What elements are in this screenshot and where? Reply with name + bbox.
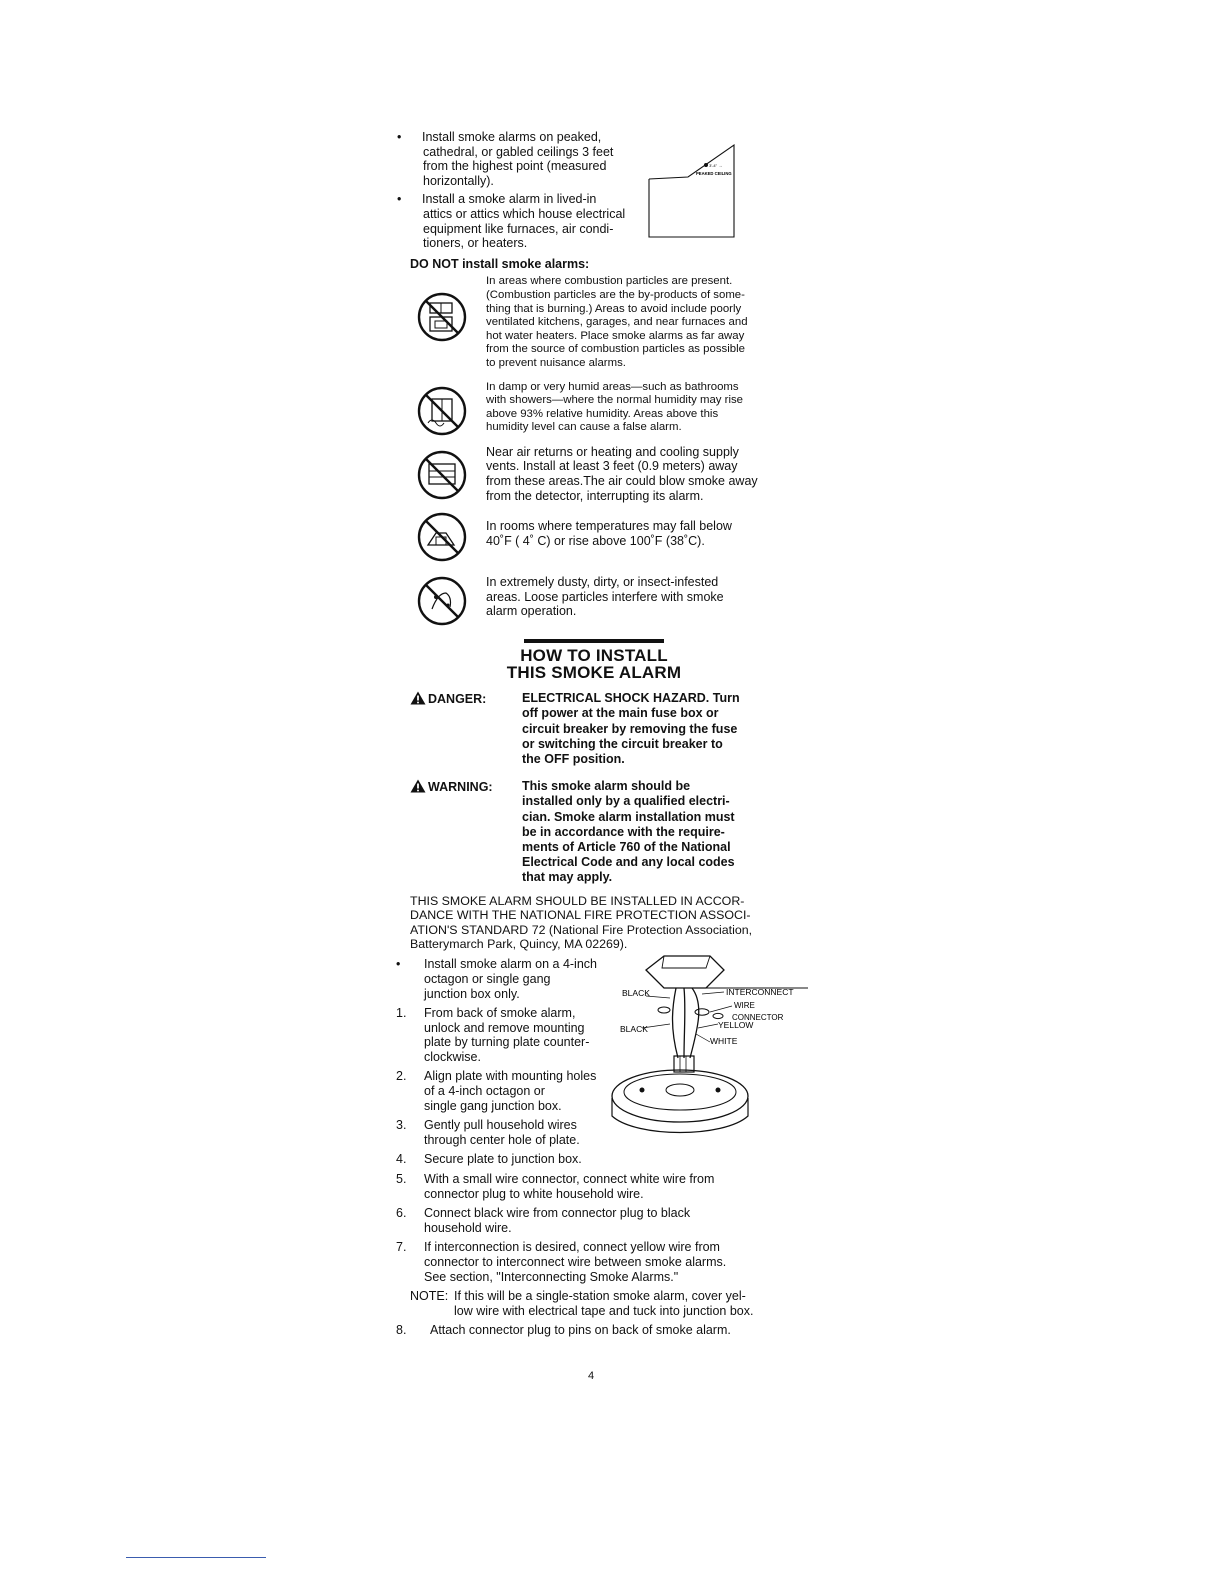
danger-notice: DANGER: ELECTRICAL SHOCK HAZARD. Turn off power at the main fuse box or circuit breaker by removing the fuse or switching the circuit breaker to the OFF position.	[410, 691, 778, 767]
step-5: 5. With a small wire connector, connect white wire from connector plug to white household wire.	[396, 1172, 715, 1201]
warning-label: WARNING:	[410, 779, 493, 795]
section-rule	[524, 639, 664, 643]
interconnect-label: INTERCONNECT	[726, 987, 794, 997]
vent-no-icon	[416, 449, 468, 501]
note: NOTE: If this will be a single-station smoke alarm, cover yel- low wire with electrical tape and tuck into junction box.	[410, 1289, 754, 1318]
insect-no-icon	[416, 575, 468, 627]
page-number: 4	[588, 1370, 595, 1382]
step-7: 7. If interconnection is desired, connect yellow wire from connector to interconnect wire between smoke alarms. See section, "Interconnecting Smoke Alarms."	[396, 1240, 727, 1284]
yellow-label: YELLOW	[718, 1020, 754, 1030]
content-column	[396, 130, 778, 1338]
intro-bullet-list	[397, 130, 642, 251]
black-label-1: BLACK	[622, 988, 650, 998]
avoid-item-temperature: In rooms where temperatures may fall below 40˚F ( 4˚ C) or rise above 100˚F (38˚C).	[410, 513, 778, 561]
kitchen-no-icon	[416, 291, 468, 343]
step-8: 8. Attach connector plug to pins on back of smoke alarm.	[396, 1323, 731, 1338]
footnote-separator	[126, 1557, 266, 1558]
step-3: 3. Gently pull household wires through center hole of plate.	[396, 1118, 580, 1147]
warning-triangle-icon	[410, 691, 426, 705]
step-4: 4. Secure plate to junction box.	[396, 1152, 582, 1167]
step-6: 6. Connect black wire from connector plug to black household wire.	[396, 1206, 691, 1235]
junction-bullet: • Install smoke alarm on a 4-inch octagon or single gang junction box only.	[396, 957, 597, 1001]
step-1: 1. From back of smoke alarm, unlock and remove mounting plate by turning plate counter- clockwise.	[396, 1006, 590, 1064]
install-title: HOW TO INSTALL THIS SMOKE ALARM	[506, 646, 682, 683]
wiring-diagram	[606, 948, 810, 1142]
peaked-ceiling-diagram	[648, 143, 738, 239]
do-not-heading: DO NOT install smoke alarms:	[410, 256, 590, 271]
bullet-icon: •	[396, 957, 401, 972]
warning-notice: WARNING: This smoke alarm should be installed only by a qualified electri- cian. Smoke alarm installation must be in accordance with the require- ments of Article 760 of the National Electrical Code and any local codes that may apply.	[410, 779, 778, 885]
shower-no-icon	[416, 385, 468, 437]
avoid-item-dust: In extremely dusty, dirty, or insect-infested areas. Loose particles interfere with smoke alarm operation.	[410, 571, 778, 623]
wire-connector-label-1: WIRE	[734, 1001, 755, 1010]
avoid-item-combustion: In areas where combustion particles are present. (Combustion particles are the by-products of some- thing that is burning.) Areas to avoid include poorly ventilated kitchens, garages, and near furnaces and hot water heaters. Place smoke alarms as far away from the source of combustion particles as possible to prevent nuisance alarms.	[410, 275, 778, 370]
temperature-no-icon	[416, 511, 468, 563]
avoid-item-humidity: In damp or very humid areas—such as bathrooms with showers—where the normal humidity may rise above 93% relative humidity. Areas above this humidity level can cause a false alarm.	[410, 381, 778, 435]
white-label: WHITE	[710, 1036, 738, 1046]
wire-connector-label-2: CONNECTOR	[732, 1013, 784, 1022]
bullet-icon: •	[397, 130, 402, 144]
black-label-2: BLACK	[620, 1024, 648, 1034]
ceiling-dimension: ← 3'-4" →	[704, 163, 723, 168]
warning-triangle-icon	[410, 779, 426, 793]
avoid-item-vents: Near air returns or heating and cooling supply vents. Install at least 3 feet (0.9 meters) away from these areas.The air could blow smoke away from the detector, interrupting its alarm.	[410, 445, 778, 503]
nfpa-standard-paragraph: THIS SMOKE ALARM SHOULD BE INSTALLED IN ACCOR- DANCE WITH THE NATIONAL FIRE PROTECTION ASSOCI- ATION'S STANDARD 72 (National Fire Protection Association, Batterymarch Park, Quincy, MA 02269).	[410, 893, 753, 951]
ceiling-label: PEAKED CEILING	[696, 171, 732, 176]
danger-label: DANGER:	[410, 691, 486, 707]
bullet-icon: •	[397, 192, 402, 207]
intro-bullet-2: • Install a smoke alarm in lived-in attics or attics which house electrical equipment like furnaces, air condi- tioners, or heaters.	[397, 192, 626, 251]
step-2: 2. Align plate with mounting holes of a 4-inch octagon or single gang junction box.	[396, 1069, 597, 1113]
intro-bullet-1: • Install smoke alarms on peaked, cathedral, or gabled ceilings 3 feet from the highest point (measured horizontally).	[397, 130, 614, 188]
